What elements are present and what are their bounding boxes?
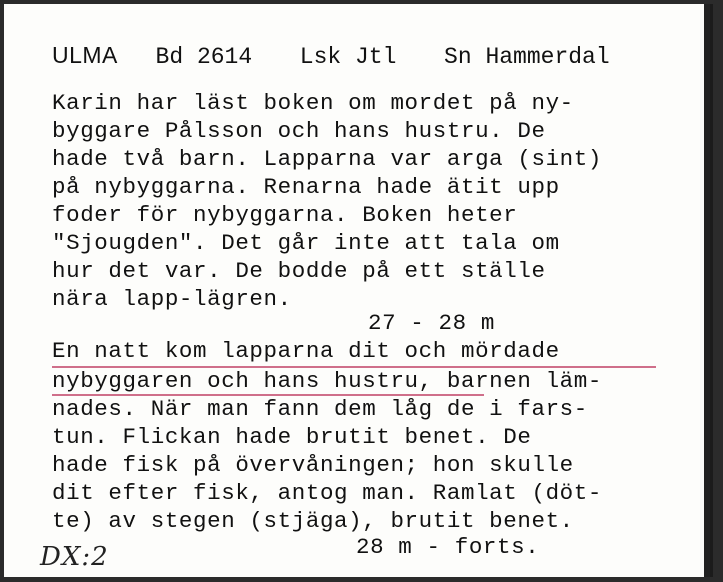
card-edge (704, 4, 710, 577)
archive-card (4, 4, 713, 577)
text-line: på nybyggarna. Renarna hade ätit upp (52, 174, 560, 200)
parish-name: Sn Hammerdal (444, 44, 610, 70)
text-line: hur det var. De bodde på ett ställe (52, 258, 546, 284)
timestamp: 27 - 28 m (368, 310, 495, 336)
text-line: foder för nybyggarna. Boken heter (52, 202, 518, 228)
timestamp: 28 m - forts. (356, 534, 540, 560)
text-line: hade fisk på övervåningen; hon skulle (52, 452, 574, 478)
text-line: nära lapp-lägren. (52, 286, 292, 312)
text-line: hade två barn. Lapparna var arga (sint) (52, 146, 602, 172)
record-number: Bd 2614 (155, 44, 253, 70)
text-line: En natt kom lapparna dit och mördade (52, 338, 560, 364)
text-line: nades. När man fann dem låg de i fars- (52, 396, 588, 422)
card-header (52, 42, 610, 70)
text-line: te) av stegen (stjäga), brutit benet. (52, 508, 574, 534)
text-line: byggare Pålsson och hans hustru. De (52, 118, 546, 144)
text-line: Karin har läst boken om mordet på ny- (52, 90, 574, 116)
handwritten-note: DX:2 (40, 542, 109, 572)
text-line: tun. Flickan hade brutit benet. De (52, 424, 532, 450)
text-line: nybyggaren och hans hustru, barnen läm- (52, 368, 602, 394)
archive-code: ULMA (52, 42, 118, 68)
text-line: "Sjougden". Det går inte att tala om (52, 230, 560, 256)
region-code: Lsk Jtl (299, 44, 397, 70)
text-line: dit efter fisk, antog man. Ramlat (döt- (52, 480, 602, 506)
